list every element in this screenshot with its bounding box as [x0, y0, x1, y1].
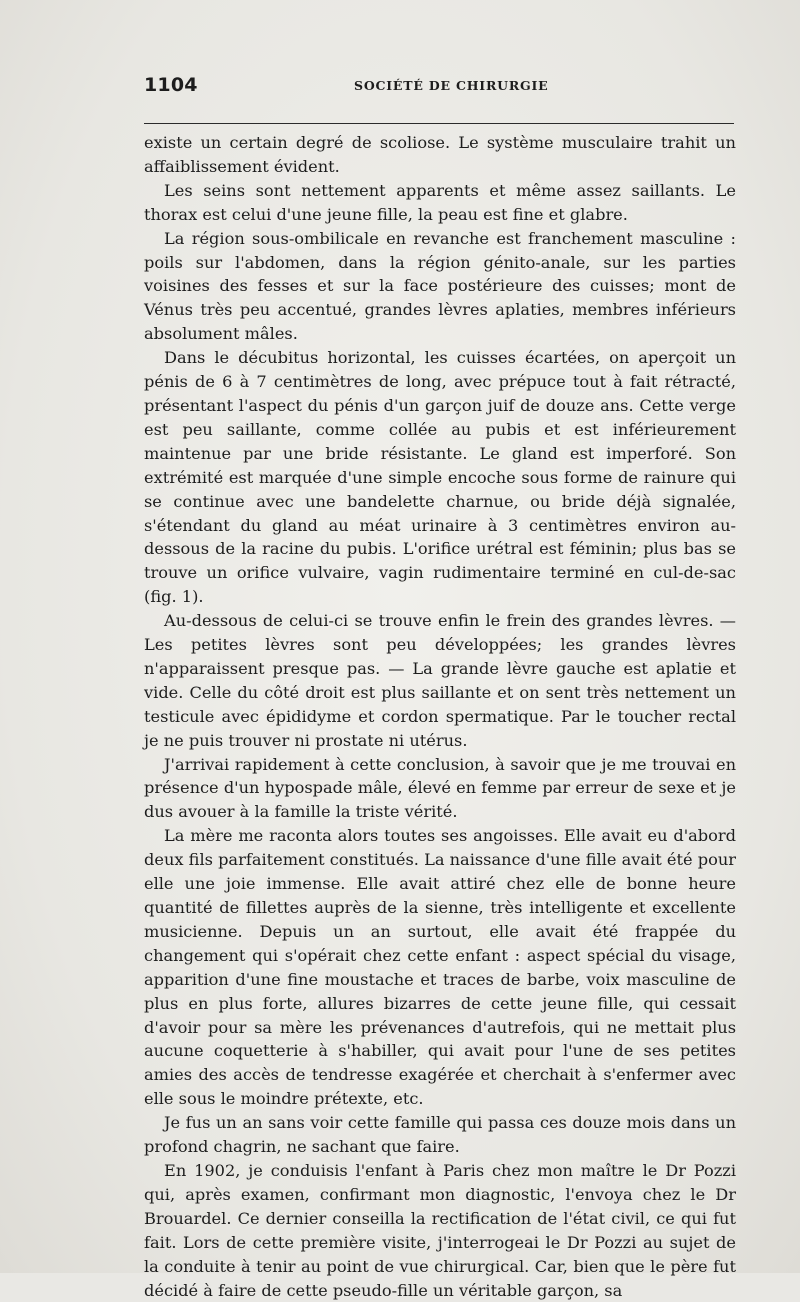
paragraph-4: Dans le décubitus horizontal, les cuisses écartées, on aperçoit un pénis de 6 à 7 centimètres de long, avec prépuce tout à fait rétracté, présentant l'aspect du pénis d'un garçon juif de douze ans. Cette verge est peu saillante, comme collée au pubis et est inférieurement maintenue par une bride résistante. Le gland est imperforé. Son extrémité est marquée d'une simple encoche sous forme de rainure qui se continue avec une bandelette charnue, ou bride déjà signalée, s'étendant du gland au méat urinaire à 3 centimètres environ au-dessous de la racine du pubis. L'orifice urétral est féminin; plus bas se trouve un orifice vulvaire, vagin rudimentaire terminé en cul-de-sac (fig. 1).	[144, 348, 736, 607]
running-head: SOCIÉTÉ DE CHIRURGIE	[354, 78, 549, 93]
paragraph-1: existe un certain degré de scoliose. Le système musculaire trahit un affaiblissement évident.	[144, 133, 736, 176]
paragraph-2: Les seins sont nettement apparents et même assez saillants. Le thorax est celui d'une jeune fille, la peau est fine et glabre.	[144, 180, 736, 224]
paragraph-3: La région sous-ombilicale en revanche est franchement masculine : poils sur l'abdomen, dans la région génito-anale, sur les parties voisines des fesses et sur la face postérieure des cuisses; mont de Vénus très peu accentué, grandes lèvres aplaties, membres inférieurs absolument mâles.	[144, 228, 736, 344]
header-rule	[144, 123, 734, 124]
paragraph-5: Au-dessous de celui-ci se trouve enfin le frein des grandes lèvres. — Les petites lèvres sont peu développées; les grandes lèvres n'apparaissent presque pas. — La grande lèvre gauche est aplatie et vide. Celle du côté droit est plus saillante et on sent très nettement un testicule avec épididyme et cordon spermatique. Par le toucher rectal je ne puis trouver ni prostate ni utérus.	[144, 611, 736, 750]
page-header	[144, 74, 736, 102]
page-number: 1104	[144, 74, 198, 96]
paragraph-6: J'arrivai rapidement à cette conclusion, à savoir que je me trouvai en présence d'un hypospade mâle, élevé en femme par erreur de sexe et je dus avouer à la famille la triste vérité.	[144, 754, 736, 822]
paragraph-7: La mère me raconta alors toutes ses angoisses. Elle avait eu d'abord deux fils parfaitement constitués. La naissance d'une fille avait été pour elle une joie immense. Elle avait attiré chez elle de bonne heure quantité de fillettes auprès de la sienne, très intelligente et excellente musicienne. Depuis un an surtout, elle avait été frappée du changement qui s'opérait chez cette enfant : aspect spécial du visage, apparition d'une fine moustache et traces de barbe, voix masculine de plus en plus forte, allures bizarres de cette jeune fille, qui cessait d'avoir pour sa mère les prévenances d'autrefois, qui ne mettait plus aucune coquetterie à s'habiller, qui avait pour l'une de ses petites amies des accès de tendresse exagérée et cherchait à s'enfermer avec elle sous le moindre prétexte, etc.	[144, 826, 736, 1109]
paragraph-8: Je fus un an sans voir cette famille qui passa ces douze mois dans un profond chagrin, ne sachant que faire.	[144, 1113, 736, 1157]
body-text	[144, 131, 736, 1302]
paragraph-9: En 1902, je conduisis l'enfant à Paris chez mon maître le Dr Pozzi qui, après examen, confirmant mon diagnostic, l'envoya chez le Dr Brouardel. Ce dernier conseilla la rectification de l'état civil, ce qui fut fait. Lors de cette première visite, j'interrogeai le Dr Pozzi au sujet de la conduite à tenir au point de vue chirurgical. Car, bien que le père fut décidé à faire de cette pseudo-fille un véritable garçon, sa	[144, 1160, 736, 1300]
